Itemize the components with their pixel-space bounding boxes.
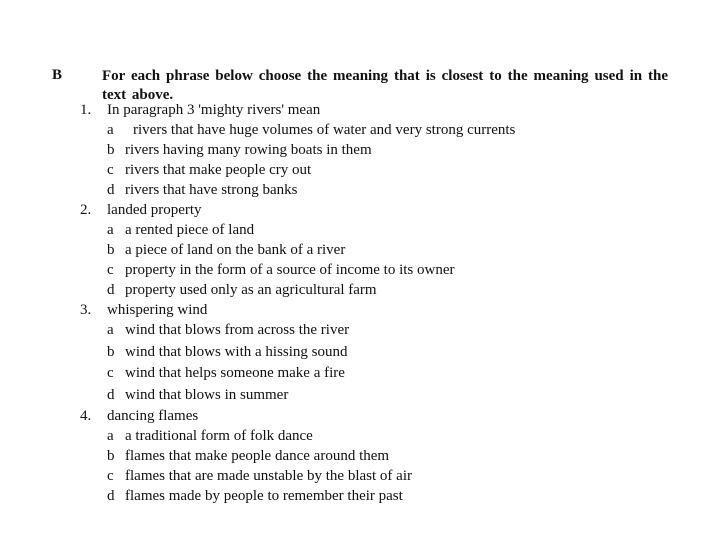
option-letter: d bbox=[107, 386, 115, 403]
option-letter: a bbox=[107, 428, 114, 444]
option-letter: a bbox=[107, 222, 114, 238]
option-letter: a bbox=[107, 122, 114, 138]
option-text: a rented piece of land bbox=[125, 222, 255, 238]
option-c bbox=[80, 160, 690, 180]
question-header bbox=[80, 300, 690, 320]
option-a bbox=[80, 426, 690, 446]
option-text: property used only as an agricultural farm bbox=[125, 282, 377, 298]
option-text: rivers having many rowing boats in them bbox=[125, 142, 372, 158]
option-a bbox=[80, 220, 690, 240]
option-text: flames made by people to remember their past bbox=[125, 488, 403, 504]
section-instruction: For each phrase below choose the meaning that is closest to the meaning used in the text above. bbox=[102, 68, 668, 103]
option-letter: d bbox=[107, 488, 115, 504]
option-letter: d bbox=[107, 282, 115, 298]
option-text: rivers that have strong banks bbox=[125, 182, 298, 198]
option-text: wind that blows with a hissing sound bbox=[125, 343, 348, 360]
option-letter: c bbox=[107, 365, 114, 381]
question-prompt: In paragraph 3 'mighty rivers' mean bbox=[107, 102, 321, 118]
question-2 bbox=[80, 200, 690, 300]
option-text: rivers that make people cry out bbox=[125, 162, 312, 178]
question-header bbox=[80, 200, 690, 220]
option-text: property in the form of a source of income to its owner bbox=[125, 262, 455, 278]
option-b bbox=[80, 240, 690, 260]
option-b bbox=[80, 342, 690, 364]
option-letter: b bbox=[107, 343, 115, 360]
option-text: flames that make people dance around them bbox=[125, 448, 390, 464]
option-letter: b bbox=[107, 242, 115, 258]
option-text: wind that blows from across the river bbox=[125, 322, 350, 338]
option-a bbox=[80, 320, 690, 342]
question-number: 2. bbox=[80, 202, 92, 218]
question-header bbox=[80, 406, 690, 426]
option-text: flames that are made unstable by the blast of air bbox=[125, 468, 412, 484]
option-letter: c bbox=[107, 262, 114, 278]
question-prompt: dancing flames bbox=[107, 408, 199, 424]
option-letter: c bbox=[107, 162, 114, 178]
option-text: rivers that have huge volumes of water and very strong currents bbox=[133, 122, 516, 138]
option-letter: d bbox=[107, 182, 115, 198]
option-text: wind that blows in summer bbox=[125, 386, 289, 403]
question-number: 1. bbox=[80, 102, 92, 118]
question-prompt: whispering wind bbox=[107, 302, 208, 318]
question-list bbox=[80, 100, 690, 506]
option-d bbox=[80, 280, 690, 300]
question-4 bbox=[80, 406, 690, 506]
option-d bbox=[80, 180, 690, 200]
question-number: 3. bbox=[80, 302, 92, 318]
option-text: a traditional form of folk dance bbox=[125, 428, 313, 444]
option-letter: c bbox=[107, 468, 114, 484]
option-letter: a bbox=[107, 322, 114, 338]
option-letter: b bbox=[107, 142, 115, 158]
question-1 bbox=[80, 100, 690, 200]
option-c bbox=[80, 466, 690, 486]
section-letter: B bbox=[52, 67, 63, 83]
option-text: wind that helps someone make a fire bbox=[125, 365, 345, 381]
question-3 bbox=[80, 300, 690, 406]
option-letter: b bbox=[107, 448, 115, 464]
question-number: 4. bbox=[80, 408, 92, 424]
option-b bbox=[80, 140, 690, 160]
question-prompt: landed property bbox=[107, 202, 202, 218]
option-c bbox=[80, 260, 690, 280]
option-b bbox=[80, 446, 690, 466]
option-text: a piece of land on the bank of a river bbox=[125, 242, 346, 258]
question-header bbox=[80, 100, 690, 120]
option-d bbox=[80, 486, 690, 506]
option-c bbox=[80, 363, 690, 385]
option-d bbox=[80, 385, 690, 407]
option-a bbox=[80, 120, 690, 140]
